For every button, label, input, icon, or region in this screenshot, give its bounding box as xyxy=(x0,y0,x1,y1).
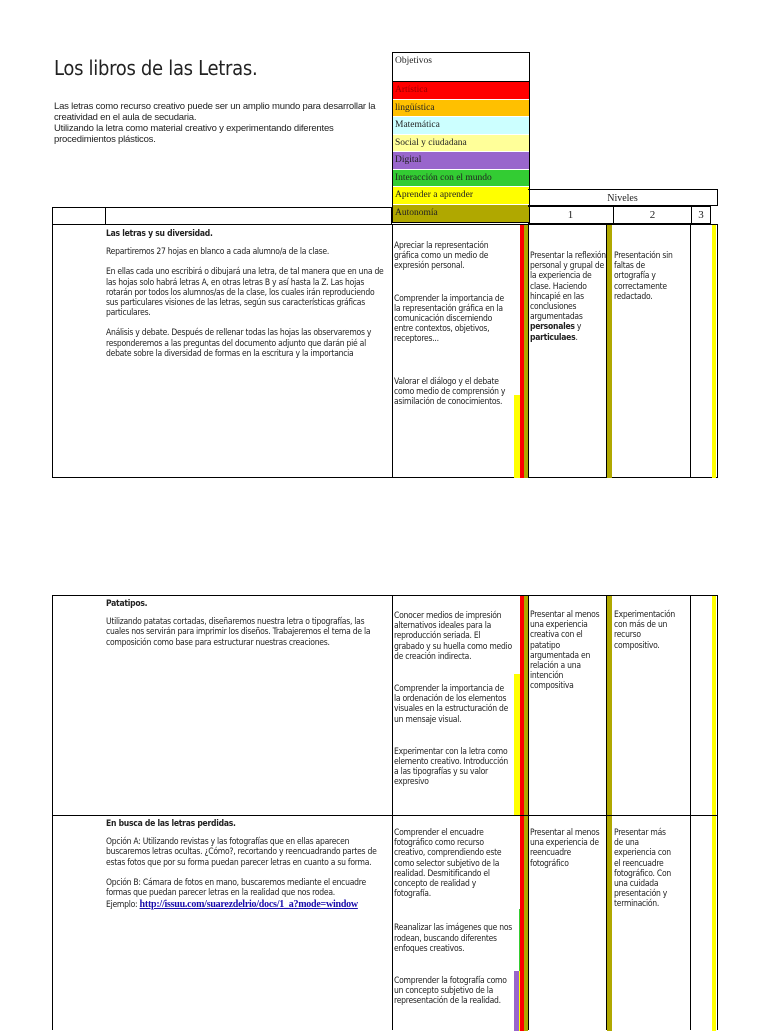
legend-item-autonomia: Autonomía xyxy=(393,205,529,223)
level-3-header: 3 xyxy=(692,206,711,224)
level1-bold: personales xyxy=(530,322,575,333)
legend-header: Objetivos xyxy=(393,53,529,82)
levels-header: Niveles xyxy=(528,189,718,206)
page-title: Los libros de las Letras. xyxy=(54,56,258,80)
activity-paragraph: Utilizando patatas cortadas, diseñaremos nuestra letra o tipografías, las cuales nos servirán para imprimir los diseños. Trabajeremos el tema de la composición como base para estructurar nuestras creaciones. xyxy=(106,617,371,648)
activity-1-objectives xyxy=(394,241,512,417)
activity-3-desc xyxy=(106,819,388,910)
activity-3-objectives xyxy=(394,828,512,1017)
legend-item-social: Social y ciudadana xyxy=(393,135,529,153)
intro-text xyxy=(54,101,390,145)
legend-item-digital: Digital xyxy=(393,152,529,170)
level-1-header: 1 xyxy=(528,206,614,224)
level1-text: Presentar la reflexión personal y grupal de la experiencia de clase. Haciendo hincapié en las conclusiones argumentadas xyxy=(530,251,606,323)
activity-paragraph: Repartiremos 27 hojas en blanco a cada alumno/a de la clase. xyxy=(106,247,330,258)
activity-1-level1 xyxy=(530,251,606,343)
objective-text: Experimentar con la letra como elemento creativo. Introducción a las tipografías y su valor expresivo xyxy=(394,746,508,788)
objective-text: Comprender la importancia de la representación gráfica en la comunicación discerniendo entre contextos, objetivos, receptores... xyxy=(394,293,504,345)
level-2-header: 2 xyxy=(614,206,692,224)
objectives-legend xyxy=(392,52,530,223)
legend-item-interaccion: Interacción con el mundo xyxy=(393,170,529,188)
intro-paragraph: Las letras como recurso creativo puede ser un amplio mundo para desarrollar la creatividad en el aula de secudaria. xyxy=(54,101,376,123)
activity-2-desc: Patatipos. Utilizando patatas cortadas, diseñaremos nuestra letra o tipografías, las cuales nos servirán para imprimir los diseños. Trabajeremos el tema de la composición como base para estructurar nuestras creaciones. xyxy=(106,599,388,658)
objective-text: Comprender la importancia de la ordenación de los elementos visuales en la estructuración de un mensaje visual. xyxy=(394,684,509,725)
intro-paragraph: Utilizando la letra como material creativo y experimentando diferentes procedimientos plásticos. xyxy=(54,123,334,145)
objective-text: Valorar el diálogo y el debate como medio de comprensión y asimilación de conocimientos. xyxy=(394,376,506,408)
activity-paragraph: En ellas cada uno escribirá o dibujará una letra, de tal manera que en una de las hojas solo habrá letras A, en otras letras B y así hasta la Z. Las hojas rotarán por todos los alumnos/as de la clase, los cuales irán reproduciendo sus particulares visiones de las letras, según sus características gráficas particulares. xyxy=(106,267,384,319)
activity-title: En busca de las letras perdidas. xyxy=(106,819,236,829)
legend-item-aprender: Aprender a aprender xyxy=(393,187,529,205)
example-link[interactable]: http://issuu.com/suarezdelrio/docs/1_a?mode=window xyxy=(139,899,358,911)
activity-1-level2: Presentación sin faltas de ortografía y correctamente redactado. xyxy=(614,251,673,302)
legend-item-linguistica: lingüística xyxy=(393,100,529,118)
activity-paragraph: Análisis y debate. Después de rellenar todas las hojas las observaremos y responderemos a las preguntas del documento adjunto que darán pié al debate sobre la diversidad de formas en la escritura y la importancia xyxy=(106,328,372,359)
activity-3-level2: Presentar más de una experiencia con el reencuadre fotográfico. Con una cuidada presentación y terminación. xyxy=(614,828,671,910)
objective-text: Apreciar la representación gráfica como un medio de expresión personal. xyxy=(394,241,489,272)
activity-title: Patatipos xyxy=(106,599,145,609)
activity-2-level1: Presentar al menos una experiencia creativa con el patatipo argumentada en relación a una intención compositiva xyxy=(530,610,600,692)
activity-3-level1: Presentar al menos una experiencia de reencuadre fotográfico xyxy=(530,828,600,869)
legend-item-matematica: Matemática xyxy=(393,117,529,135)
table-header-row xyxy=(52,207,392,225)
legend-item-artistica: Artística xyxy=(393,82,529,100)
activity-2-level2: Experimentación con más de un recurso compositivo. xyxy=(614,610,675,651)
activity-1-desc xyxy=(106,229,388,369)
activity-paragraph: Opción A: Utilizando revistas y las fotografías que en ellas aparecen buscaremos letras ocultas. ¿Cómo?, recortando y reencuadrando partes de estas fotos que por su forma puedan parecer letras en cuanto a su forma. xyxy=(106,837,377,868)
activity-title: Las letras y su diversidad. xyxy=(106,229,213,239)
objective-text: Comprender el encuadre fotográfico como recurso creativo, comprendiendo este como selector subjetivo de la realidad. Desmitificando el concepto de realidad y fotografía. xyxy=(394,828,502,900)
level1-bold: particulaes xyxy=(530,332,576,343)
levels-row xyxy=(392,206,718,224)
objective-text: Comprender la fotografía como un concepto subjetivo de la representación de la realidad. xyxy=(394,976,507,1007)
level1-text-mid: y xyxy=(574,322,582,333)
activity-2-objectives xyxy=(394,611,512,798)
objective-text: Reanalizar las imágenes que nos rodean, buscando diferentes enfoques creativos. xyxy=(394,923,512,954)
activity-paragraph: Opción B: Cámara de fotos en mano, buscaremos mediante el encuadre formas que puedan parecer letras en la realidad que nos rodea. xyxy=(106,877,366,899)
objective-text: Conocer medios de impresión alternativos ideales para la reproducción seriada. El grabado y su huella como medio de creación indirecta. xyxy=(394,611,512,662)
example-label: Ejemplo: xyxy=(106,900,138,911)
level1-text-end: . xyxy=(575,332,578,343)
